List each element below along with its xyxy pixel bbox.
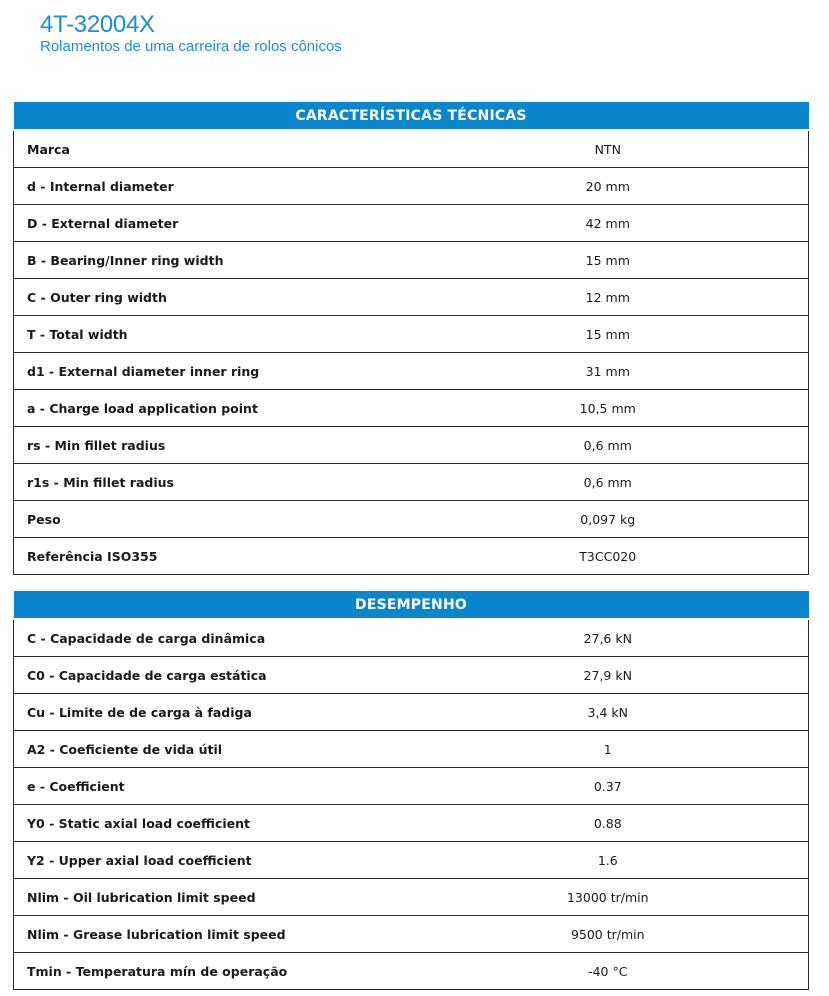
table-row [14, 731, 809, 768]
spec-value: 0,6 mm [408, 464, 809, 501]
spec-value: 3,4 kN [408, 694, 809, 731]
spec-label: T - Total width [14, 316, 408, 353]
spec-value: 9500 tr/min [408, 916, 809, 953]
table-row [14, 353, 809, 390]
spec-value: 42 mm [408, 205, 809, 242]
spec-label: Y0 - Static axial load coefficient [14, 805, 408, 842]
spec-label: Marca [14, 130, 408, 168]
performance-table [13, 591, 809, 990]
table-row [14, 316, 809, 353]
table-row [14, 205, 809, 242]
spec-label: D - External diameter [14, 205, 408, 242]
table-row [14, 805, 809, 842]
spec-value: 31 mm [408, 353, 809, 390]
spec-value: 0,6 mm [408, 427, 809, 464]
spec-label: Referência ISO355 [14, 538, 408, 575]
spec-label: Nlim - Oil lubrication limit speed [14, 879, 408, 916]
spec-value: 15 mm [408, 316, 809, 353]
table-row [14, 242, 809, 279]
spec-label: Tmin - Temperatura mín de operação [14, 953, 408, 990]
table-row [14, 842, 809, 879]
product-title: 4T-32004X [40, 11, 155, 38]
technical-characteristics-heading: CARACTERÍSTICAS TÉCNICAS [14, 102, 809, 130]
table-row [14, 390, 809, 427]
table-row [14, 916, 809, 953]
spec-value: NTN [408, 130, 809, 168]
spec-value: 27,9 kN [408, 657, 809, 694]
table-row [14, 168, 809, 205]
spec-value: -40 °C [408, 953, 809, 990]
spec-value: 0,097 kg [408, 501, 809, 538]
spec-label: Cu - Limite de de carga à fadiga [14, 694, 408, 731]
performance-heading: DESEMPENHO [14, 591, 809, 619]
table-row [14, 953, 809, 990]
table-row [14, 538, 809, 575]
table-row [14, 879, 809, 916]
table-row [14, 657, 809, 694]
spec-label: r1s - Min fillet radius [14, 464, 408, 501]
table-row [14, 464, 809, 501]
spec-label: C - Outer ring width [14, 279, 408, 316]
spec-value: 12 mm [408, 279, 809, 316]
spec-label: rs - Min fillet radius [14, 427, 408, 464]
spec-label: A2 - Coeficiente de vida útil [14, 731, 408, 768]
table-row [14, 619, 809, 657]
spec-value: 0.88 [408, 805, 809, 842]
table-row [14, 427, 809, 464]
spec-value: 10,5 mm [408, 390, 809, 427]
spec-label: a - Charge load application point [14, 390, 408, 427]
technical-characteristics-table [13, 102, 809, 575]
spec-label: C0 - Capacidade de carga estática [14, 657, 408, 694]
spec-value: T3CC020 [408, 538, 809, 575]
spec-value: 15 mm [408, 242, 809, 279]
spec-label: d - Internal diameter [14, 168, 408, 205]
spec-label: Peso [14, 501, 408, 538]
table-row [14, 279, 809, 316]
spec-value: 0.37 [408, 768, 809, 805]
table-row [14, 130, 809, 168]
table-row [14, 694, 809, 731]
spec-value: 20 mm [408, 168, 809, 205]
spec-value: 1.6 [408, 842, 809, 879]
spec-label: C - Capacidade de carga dinâmica [14, 619, 408, 657]
spec-label: Y2 - Upper axial load coefficient [14, 842, 408, 879]
spec-value: 1 [408, 731, 809, 768]
spec-value: 13000 tr/min [408, 879, 809, 916]
table-row [14, 768, 809, 805]
spec-value: 27,6 kN [408, 619, 809, 657]
table-row [14, 501, 809, 538]
spec-label: B - Bearing/Inner ring width [14, 242, 408, 279]
spec-label: d1 - External diameter inner ring [14, 353, 408, 390]
product-subtitle: Rolamentos de uma carreira de rolos cônicos [40, 38, 342, 55]
spec-label: Nlim - Grease lubrication limit speed [14, 916, 408, 953]
spec-label: e - Coefficient [14, 768, 408, 805]
